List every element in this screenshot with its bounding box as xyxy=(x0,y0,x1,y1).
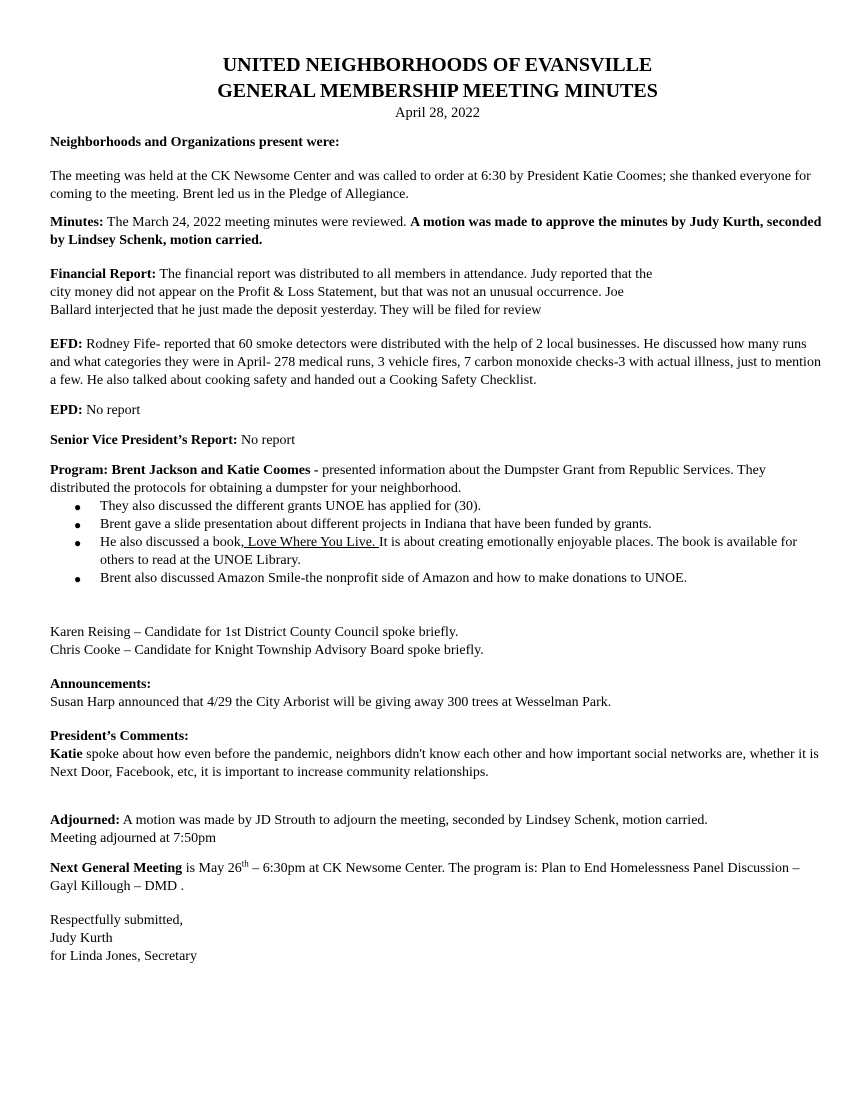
adjourned-paragraph xyxy=(50,812,825,830)
epd-paragraph xyxy=(50,402,825,420)
bullet-icon: ● xyxy=(74,572,82,586)
list-item: ● Brent also discussed Amazon Smile-the nonprofit side of Amazon and how to make donations to UNOE. xyxy=(74,571,688,586)
svp-text: No report xyxy=(237,433,296,448)
announcements-heading: Announcements: xyxy=(50,677,152,692)
bullet-icon: ● xyxy=(74,518,82,532)
next-meeting-label: Next General Meeting xyxy=(50,861,183,876)
efd-label: EFD: xyxy=(50,337,83,352)
book-title: , Love Where You Live. xyxy=(240,535,379,550)
president-text: spoke about how even before the pandemic, neighbors didn't know each other and how important social networks are, whether it is Next Door, Facebook, etc, it is important to increase community relationships. xyxy=(50,747,819,780)
president-heading: President’s Comments: xyxy=(50,729,189,744)
candidate-line: Chris Cooke – Candidate for Knight Township Advisory Board spoke briefly. xyxy=(50,643,484,658)
program-bullets xyxy=(50,498,825,588)
program-text: presented information about the Dumpster Grant from Republic Services. They distributed the protocols for obtaining a dumpster for your neighborhood. xyxy=(50,463,766,496)
svp-paragraph xyxy=(50,432,825,450)
signature-name: Judy Kurth xyxy=(50,931,113,946)
president-name: Katie xyxy=(50,747,83,762)
list-item: ● They also discussed the different grants UNOE has applied for (30). xyxy=(74,499,482,514)
epd-label: EPD: xyxy=(50,403,83,418)
svp-label: Senior Vice President’s Report: xyxy=(50,433,238,448)
program-paragraph xyxy=(50,462,825,498)
announcements-text: Susan Harp announced that 4/29 the City Arborist will be giving away 300 trees at Wesselman Park. xyxy=(50,695,612,710)
financial-text: The financial report was distributed to all members in attendance. Judy reported that the city money did not appear on the Profit & Loss Statement, but that was not an unusual occurrence. Joe Ballard interjected that he just made the deposit yesterday. They will be filed for review xyxy=(50,267,653,318)
bullet-icon: ● xyxy=(74,536,82,550)
efd-text: Rodney Fife- reported that 60 smoke detectors were distributed with the help of 2 local businesses. He discussed how many runs and what categories they were in April- 278 medical runs, 3 vehicle fires, 7 carbon monoxide checks-3 with actual illness, just to mention a few. He also talked about cooking safety and handed out a Cooking Safety Checklist. xyxy=(50,337,821,388)
meeting-date: April 28, 2022 xyxy=(395,105,480,121)
epd-text: No report xyxy=(82,403,141,418)
efd-paragraph xyxy=(50,336,825,390)
minutes-label: Minutes: xyxy=(50,215,104,230)
minutes-paragraph xyxy=(50,214,825,250)
adjourned-text: A motion was made by JD Strouth to adjourn the meeting, seconded by Lindsey Schenk, motion carried. xyxy=(120,813,708,828)
minutes-document xyxy=(50,52,825,966)
list-item: ● Brent gave a slide presentation about different projects in Indiana that have been funded by grants. xyxy=(74,517,652,532)
org-title: UNITED NEIGHBORHOODS OF EVANSVILLE xyxy=(222,54,653,76)
opening-paragraph: The meeting was held at the CK Newsome Center and was called to order at 6:30 by President Katie Coomes; she thanked everyone for coming to the meeting. Brent led us in the Pledge of Allegiance. xyxy=(50,169,811,202)
bullet-icon: ● xyxy=(74,500,82,514)
list-item: ● He also discussed a book, Love Where You Live. It is about creating emotionally enjoyable places. The book is available for others to read at the UNOE Library. xyxy=(74,535,797,568)
president-paragraph xyxy=(50,746,825,782)
signature-secretary: for Linda Jones, Secretary xyxy=(50,949,197,964)
document-title: GENERAL MEMBERSHIP MEETING MINUTES xyxy=(217,80,658,102)
signature-line: Respectfully submitted, xyxy=(50,913,183,928)
present-heading: Neighborhoods and Organizations present were: xyxy=(50,135,340,150)
adjourned-time: Meeting adjourned at 7:50pm xyxy=(50,831,217,846)
adjourned-label: Adjourned: xyxy=(50,813,121,828)
program-label: Program: Brent Jackson and Katie Coomes - xyxy=(50,463,319,478)
candidate-line: Karen Reising – Candidate for 1st District County Council spoke briefly. xyxy=(50,625,459,640)
financial-paragraph xyxy=(50,266,665,320)
minutes-text: The March 24, 2022 meeting minutes were reviewed. xyxy=(103,215,411,230)
minutes-motion: A motion was made to approve the minutes by Judy Kurth, seconded by Lindsey Schenk, motion carried. xyxy=(50,215,822,248)
next-meeting-paragraph: Next General Meeting is May 26th – 6:30pm at CK Newsome Center. The program is: Plan to End Homelessness Panel Discussion – Gayl Killough – DMD . xyxy=(50,858,800,894)
financial-label: Financial Report: xyxy=(50,267,157,282)
